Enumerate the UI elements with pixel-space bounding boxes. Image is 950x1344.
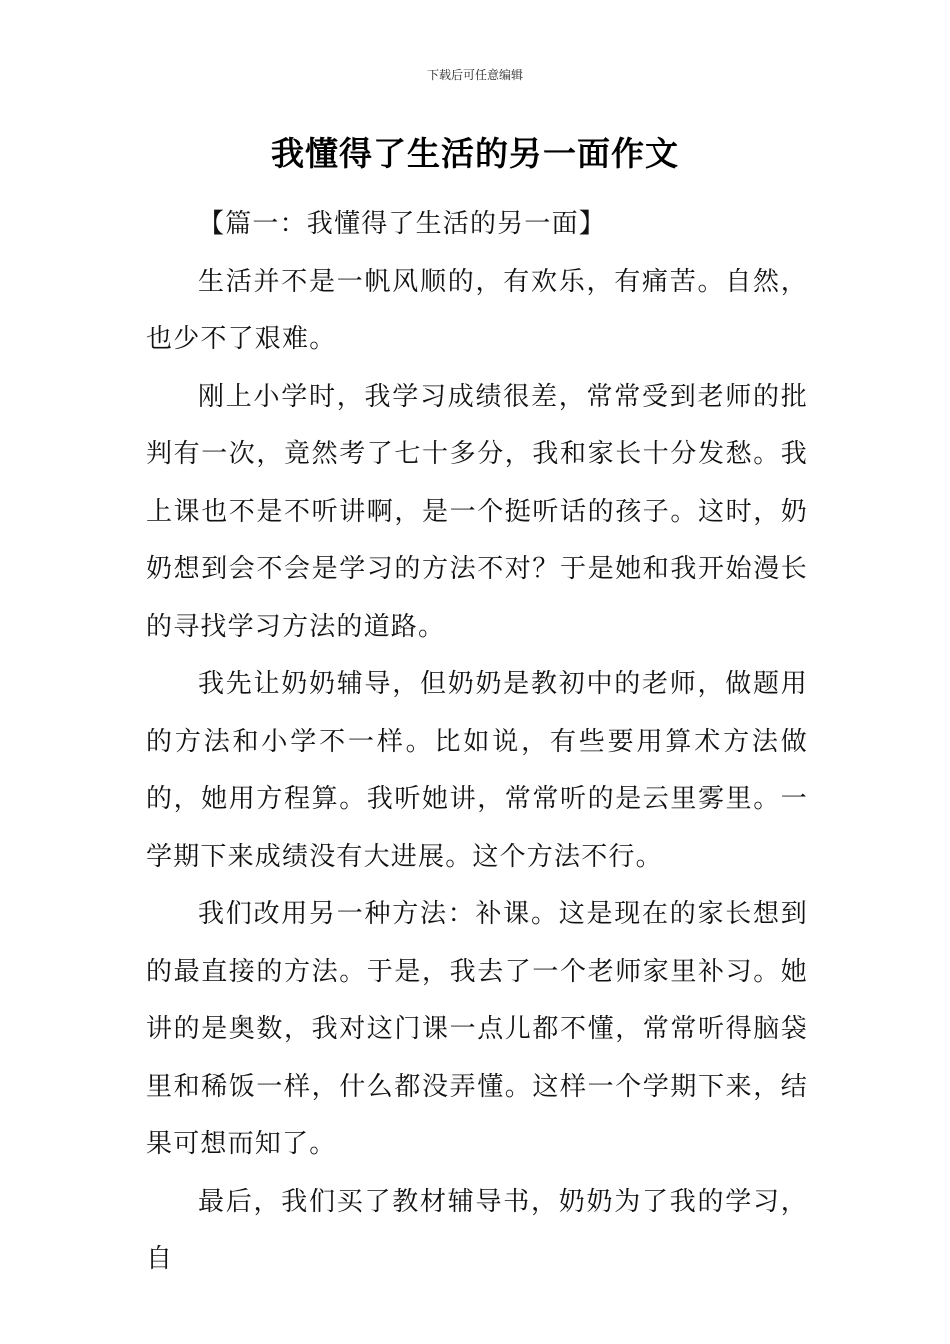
paragraph: 我们改用另一种方法：补课。这是现在的家长想到的最直接的方法。于是，我去了一个老师家里补习。她讲的是奥数，我对这门课一点儿都不懂，常常听得脑袋里和稀饭一样，什么都没弄懂。这样一个学期下来，结果可想而知了。 <box>146 899 808 1159</box>
paragraph: 刚上小学时，我学习成绩很差，常常受到老师的批判有一次，竟然考了七十多分，我和家长十分发愁。我上课也不是不听讲啊，是一个挺听话的孩子。这时，奶奶想到会不会是学习的方法不对？于是她和我开始漫长的寻找学习方法的道路。 <box>146 381 808 642</box>
paragraph: 生活并不是一帆风顺的，有欢乐，有痛苦。自然，也少不了艰难。 <box>146 266 808 354</box>
document-title: 我懂得了生活的另一面作文 <box>271 134 679 173</box>
paragraph: 最后，我们买了教材辅导书，奶奶为了我的学习，自 <box>146 1186 808 1274</box>
document-body <box>146 196 808 1289</box>
section-heading: 【篇一：我懂得了生活的另一面】 <box>198 209 607 239</box>
header-note: 下载后可任意编辑 <box>426 68 523 82</box>
paragraph: 我先让奶奶辅导，但奶奶是教初中的老师，做题用的方法和小学不一样。比如说，有些要用算术方法做的，她用方程算。我听她讲，常常听的是云里雾里。一学期下来成绩没有大进展。这个方法不行。 <box>146 669 808 872</box>
